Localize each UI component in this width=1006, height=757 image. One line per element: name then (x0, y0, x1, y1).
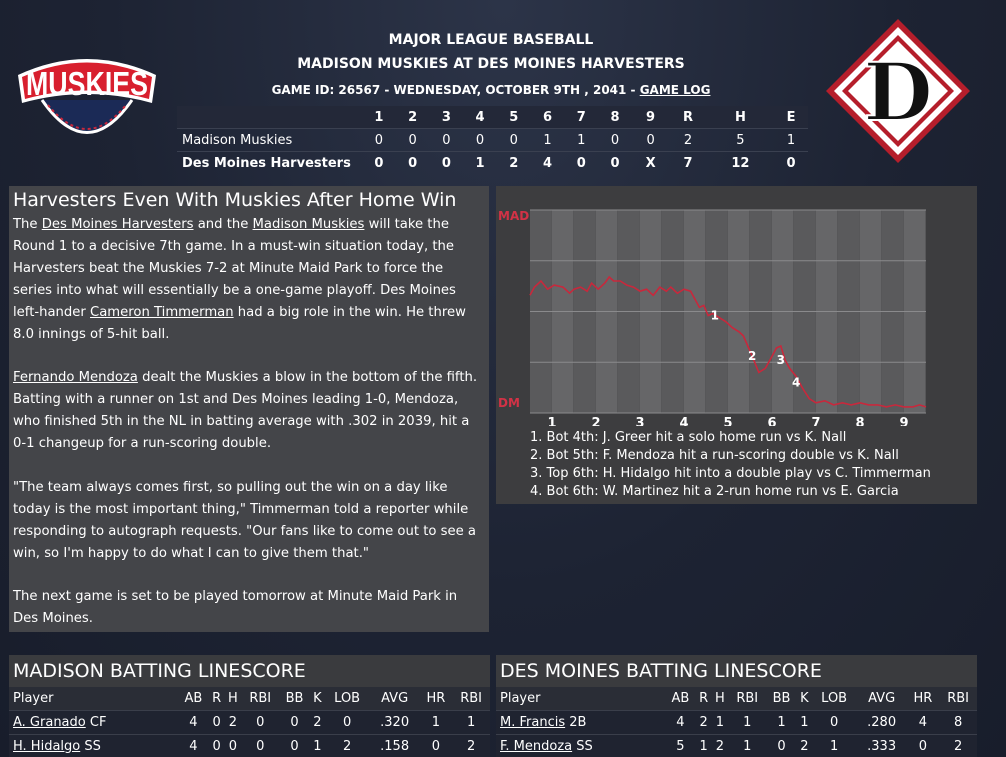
away-errors: 1 (786, 132, 796, 148)
stat-rbi: 1 (728, 735, 766, 757)
x-tick-label: 1 (547, 416, 557, 426)
stat-bb: 0 (279, 711, 310, 735)
away-inning-7: 1 (577, 132, 586, 148)
madison-batting-header (9, 687, 490, 711)
story-paragraph-1 (9, 214, 489, 345)
story-p1-text-4: had a big role in the win. He threw 8.0 innings of 5-hit ball. (13, 304, 466, 342)
win-probability-chart (496, 186, 977, 426)
story-p1-text-1: The (13, 217, 42, 232)
runs-header: R (682, 109, 693, 125)
col-lob[interactable]: LOB (325, 687, 370, 711)
chart-note-4: 4. Bot 6th: W. Martinez hit a 2-run home run vs E. Garcia (530, 484, 899, 499)
chart-note-3: 3. Top 6th: H. Hidalgo hit into a double play vs C. Timmerman (530, 466, 931, 481)
stat-ab: 5 (665, 735, 696, 757)
chart-note-1: 1. Bot 4th: J. Greer hit a solo home run vs K. Nall (530, 430, 847, 445)
col-rbi[interactable]: RBI (728, 687, 766, 711)
desmoines-batting-header (496, 687, 977, 711)
event-marker: 1 (710, 308, 719, 323)
col-hr[interactable]: HR (420, 687, 453, 711)
home-inning-8: 0 (610, 155, 620, 171)
story-headline: Harvesters Even With Muskies After Home Win (13, 189, 457, 211)
muskies-logo (12, 45, 162, 140)
col-h[interactable]: H (224, 687, 241, 711)
madison-batting-table (9, 687, 490, 757)
stat-h: 1 (711, 711, 728, 735)
table-row (496, 735, 977, 757)
inning-2-header: 2 (408, 109, 418, 125)
home-inning-3: 0 (441, 155, 451, 171)
away-inning-9: 0 (646, 132, 655, 148)
home-inning-4: 1 (475, 155, 485, 171)
stat-h: 0 (224, 735, 241, 757)
x-tick-label: 5 (723, 416, 733, 426)
league-title: MAJOR LEAGUE BASEBALL (388, 32, 594, 48)
inning-3-header: 3 (441, 109, 451, 125)
player-position: CF (85, 715, 107, 730)
x-tick-label: 6 (767, 416, 777, 426)
chart-note-2: 2. Bot 5th: F. Mendoza hit a run-scoring double vs K. Nall (530, 448, 899, 463)
y-label-bottom: DM (498, 396, 520, 410)
home-inning-7: 0 (576, 155, 586, 171)
inning-8-header: 8 (610, 109, 620, 125)
inning-6-header: 6 (543, 109, 553, 125)
home-inning-6: 4 (543, 155, 553, 171)
table-row (496, 711, 977, 735)
player-cell (9, 735, 178, 757)
game-info-text: GAME ID: 26567 - WEDNESDAY, OCTOBER 9TH , 2041 - (271, 83, 640, 97)
col-avg[interactable]: AVG (370, 687, 420, 711)
stat-ab: 4 (178, 735, 209, 757)
player-position: SS (80, 739, 101, 754)
stat-season-rbi: 1 (452, 711, 490, 735)
desmoines-batting-table (496, 687, 977, 757)
player-position: SS (572, 739, 593, 754)
inning-7-header: 7 (576, 109, 586, 125)
home-hits: 12 (731, 155, 750, 171)
player-link[interactable]: F. Mendoza (500, 739, 573, 754)
hits-header: H (734, 109, 746, 125)
linescore-home-row (177, 152, 808, 175)
stat-bb: 1 (766, 711, 797, 735)
y-label-top: MAD (498, 209, 530, 223)
away-inning-8: 0 (610, 132, 620, 148)
inning-4-header: 4 (475, 109, 485, 125)
story-paragraph-3: "The team always comes first, so pulling out the win on a day like today is the most important thing," Timmerman told a reporter while responding to autograph requests. "Our fans like to come out to see a win, so I'm happy to do what I can to give them that." (13, 479, 477, 561)
muskies-wordmark: MUSKIES (26, 65, 148, 102)
x-tick-label: 2 (591, 416, 601, 426)
timmerman-player-link[interactable]: Cameron Timmerman (90, 304, 234, 320)
home-errors: 0 (786, 155, 796, 171)
col-rbi[interactable]: RBI (241, 687, 279, 711)
col-lob[interactable]: LOB (812, 687, 857, 711)
col-ab[interactable]: AB (178, 687, 209, 711)
muskies-team-link[interactable]: Madison Muskies (252, 217, 365, 232)
stat-h: 2 (711, 735, 728, 757)
player-link[interactable]: A. Granado (13, 715, 86, 730)
stat-r: 1 (696, 735, 712, 757)
stat-ab: 4 (178, 711, 209, 735)
stat-k: 1 (797, 711, 812, 735)
col-r[interactable]: R (209, 687, 225, 711)
stat-hr: 0 (420, 735, 453, 757)
col-h[interactable]: H (711, 687, 728, 711)
stat-rbi: 0 (241, 711, 279, 735)
stat-season-rbi: 2 (939, 735, 977, 757)
stat-bb: 0 (766, 735, 797, 757)
x-tick-label: 4 (679, 416, 689, 426)
col-k[interactable]: K (797, 687, 812, 711)
stat-avg: .280 (857, 711, 907, 735)
stat-r: 0 (209, 735, 225, 757)
col-season-rbi[interactable]: RBI (939, 687, 977, 711)
stat-rbi: 0 (241, 735, 279, 757)
stat-season-rbi: 2 (452, 735, 490, 757)
stat-avg: .158 (370, 735, 420, 757)
stat-season-rbi: 8 (939, 711, 977, 735)
x-tick-label: 8 (855, 416, 865, 426)
madison-batting-title: MADISON BATTING LINESCORE (9, 655, 490, 687)
player-cell (496, 711, 665, 735)
col-bb[interactable]: BB (279, 687, 310, 711)
event-marker: 4 (792, 375, 801, 390)
win-probability-panel (496, 186, 977, 504)
harvesters-team-link[interactable]: Des Moines Harvesters (41, 217, 194, 232)
stat-ab: 4 (665, 711, 696, 735)
away-inning-4: 0 (475, 132, 485, 148)
col-hr[interactable]: HR (907, 687, 940, 711)
errors-header: E (786, 109, 796, 125)
away-hits: 5 (736, 132, 745, 148)
stat-lob: 2 (325, 735, 370, 757)
madison-batting-panel (9, 655, 490, 757)
linescore-header-row (177, 106, 808, 129)
game-log-link[interactable]: GAME LOG (639, 83, 711, 97)
linescore-away-row (177, 129, 808, 152)
player-link[interactable]: H. Hidalgo (13, 739, 81, 754)
stat-hr: 0 (907, 735, 940, 757)
stat-hr: 4 (907, 711, 940, 735)
player-cell (496, 735, 665, 757)
away-inning-6: 1 (543, 132, 552, 148)
home-team-name: Des Moines Harvesters (182, 155, 351, 171)
chart-notes (530, 429, 931, 501)
game-story (9, 186, 489, 632)
table-row (9, 735, 490, 757)
col-player[interactable]: Player (496, 687, 665, 711)
story-p1-text-2: and the (193, 217, 253, 232)
matchup-title: MADISON MUSKIES AT DES MOINES HARVESTERS (297, 56, 685, 72)
col-avg[interactable]: AVG (857, 687, 907, 711)
story-paragraph-2 (9, 367, 489, 455)
away-inning-2: 0 (408, 132, 417, 148)
col-season-rbi[interactable]: RBI (452, 687, 490, 711)
desmoines-batting-title: DES MOINES BATTING LINESCORE (496, 655, 977, 687)
home-inning-5: 2 (509, 155, 519, 171)
inning-9-header: 9 (646, 109, 656, 125)
home-runs: 7 (683, 155, 693, 171)
player-cell (9, 711, 178, 735)
event-marker: 2 (748, 349, 757, 364)
stat-r: 2 (696, 711, 712, 735)
home-inning-9: X (645, 155, 656, 171)
stat-lob: 0 (325, 711, 370, 735)
story-p2-text-1: dealt the Muskies a blow in the bottom of the fifth. Batting with a runner on 1st and Des Moines leading 1-0, Mendoza, who finished 5th in the NL in batting average with .302 in 2039, hit a 0-1 changeup for a run-scoring double. (13, 370, 478, 452)
stat-k: 2 (310, 711, 325, 735)
harvesters-logo (824, 17, 972, 165)
away-inning-5: 0 (509, 132, 518, 148)
stat-bb: 0 (279, 735, 310, 757)
x-tick-label: 9 (899, 416, 909, 426)
away-inning-3: 0 (442, 132, 451, 148)
player-position: 2B (565, 715, 587, 730)
linescore-table (177, 106, 808, 174)
inning-1-header: 1 (374, 109, 384, 125)
col-bb[interactable]: BB (766, 687, 797, 711)
stat-hr: 1 (420, 711, 453, 735)
mendoza-player-link[interactable]: Fernando Mendoza (13, 370, 138, 386)
stat-k: 1 (310, 735, 325, 757)
col-player[interactable]: Player (9, 687, 178, 711)
stat-avg: .320 (370, 711, 420, 735)
desmoines-batting-panel (496, 655, 977, 757)
story-p1-text-3: will take the Round 1 to a decisive 7th game. In a must-win situation today, the Harvesters beat the Muskies 7-2 at Minute Maid Park to force the series into what will essentially be a one-game playoff. Des Moines left-hander (13, 217, 456, 320)
stat-avg: .333 (857, 735, 907, 757)
away-inning-1: 0 (374, 132, 383, 148)
linescore-team-header (177, 106, 362, 129)
stat-rbi: 1 (728, 711, 766, 735)
stat-lob: 0 (812, 711, 857, 735)
event-marker: 3 (776, 353, 785, 368)
x-tick-label: 7 (811, 416, 821, 426)
col-r[interactable]: R (696, 687, 712, 711)
story-paragraph-4: The next game is set to be played tomorrow at Minute Maid Park in Des Moines. (13, 589, 458, 627)
away-team-name: Madison Muskies (182, 132, 293, 148)
stat-r: 0 (209, 711, 225, 735)
stat-lob: 1 (812, 735, 857, 757)
inning-5-header: 5 (509, 109, 519, 125)
away-runs: 2 (683, 132, 693, 148)
player-link[interactable]: M. Francis (500, 715, 566, 730)
table-row (9, 711, 490, 735)
home-inning-2: 0 (408, 155, 418, 171)
col-k[interactable]: K (310, 687, 325, 711)
x-tick-label: 3 (635, 416, 645, 426)
col-ab[interactable]: AB (665, 687, 696, 711)
home-inning-1: 0 (374, 155, 384, 171)
harvesters-letter: D (863, 45, 933, 139)
stat-k: 2 (797, 735, 812, 757)
stat-h: 2 (224, 711, 241, 735)
